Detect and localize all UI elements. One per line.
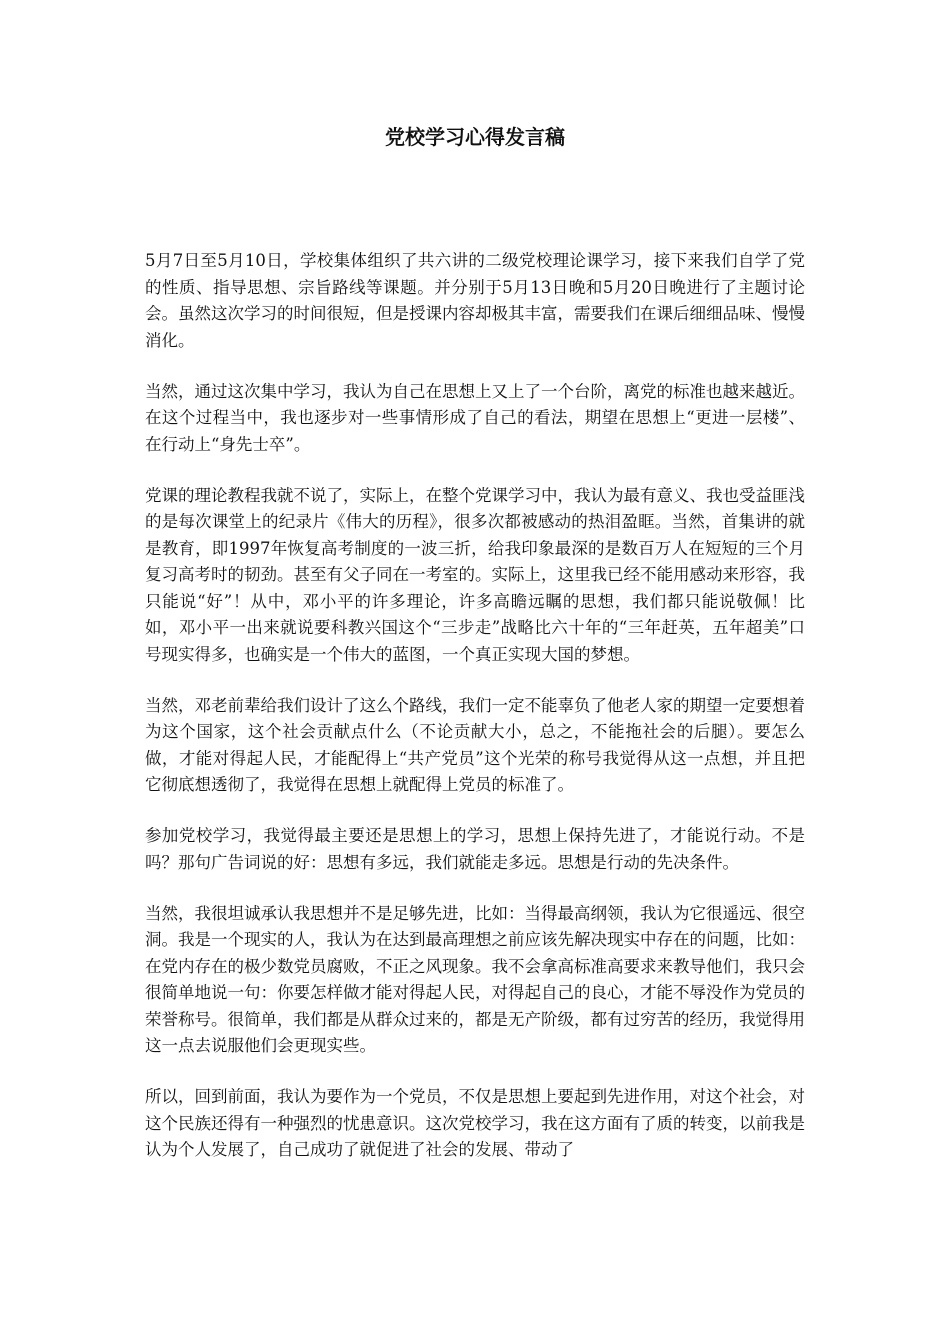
- paragraph-1: 5月7日至5月10日，学校集体组织了共六讲的二级党校理论课学习，接下来我们自学了党的性质、指导思想、宗旨路线等课题。并分别于5月13日晚和5月20日晚进行了主题讨论会。虽然这次学习的时间很短，但是授课内容却极其丰富，需要我们在课后细细品味、慢慢消化。: [145, 251, 805, 350]
- paragraph-7: 所以，回到前面，我认为要作为一个党员，不仅是思想上要起到先进作用，对这个社会，对这个民族还得有一种强烈的忧患意识。这次党校学习，我在这方面有了质的转变，以前我是认为个人发展了，自己成功了就促进了社会的发展、带动了: [145, 1087, 805, 1159]
- paragraph-3: 党课的理论教程我就不说了，实际上，在整个党课学习中，我认为最有意义、我也受益匪浅的是每次课堂上的纪录片《伟大的历程》，很多次都被感动的热泪盈眶。当然，首集讲的就是教育，即1997年恢复高考制度的一波三折，给我印象最深的是数百万人在短短的三个月复习高考时的韧劲。甚至有父子同在一考室的。实际上，这里我已经不能用感动来形容，我只能说“好”！从中，邓小平的许多理论，许多高瞻远瞩的思想，我们都只能说敬佩！比如，邓小平一出来就说要科教兴国这个“三步走”战略比六十年的“三年赶英，五年超美”口号现实得多，也确实是一个伟大的蓝图，一个真正实现大国的梦想。: [145, 485, 805, 664]
- document-title: 党校学习心得发言稿: [385, 125, 565, 149]
- document-body: [145, 248, 805, 1188]
- paragraph-2: 当然，通过这次集中学习，我认为自己在思想上又上了一个台阶，离党的标准也越来越近。在这个过程当中，我也逐步对一些事情形成了自己的看法，期望在思想上“更进一层楼”、在行动上“身先士卒”。: [145, 381, 805, 454]
- paragraph-5: 参加党校学习，我觉得最主要还是思想上的学习，思想上保持先进了，才能说行动。不是吗？那句广告词说的好：思想有多远，我们就能走多远。思想是行动的先决条件。: [145, 826, 805, 872]
- paragraph-6: 当然，我很坦诚承认我思想并不是足够先进，比如：当得最高纲领，我认为它很遥远、很空洞。我是一个现实的人，我认为在达到最高理想之前应该先解决现实中存在的问题，比如：在党内存在的极少数党员腐败，不正之风现象。我不会拿高标准高要求来教导他们，我只会很简单地说一句：你要怎样做才能对得起人民，对得起自己的良心，才能不辱没作为党员的荣誉称号。很简单，我们都是从群众过来的，都是无产阶级，都有过穷苦的经历，我觉得用这一点去说服他们会更现实些。: [145, 903, 805, 1055]
- paragraph-4: 当然，邓老前辈给我们设计了这么个路线，我们一定不能辜负了他老人家的期望一定要想着为这个国家，这个社会贡献点什么（不论贡献大小，总之，不能拖社会的后腿）。要怎么做，才能对得起人民，才能配得上“共产党员”这个光荣的称号我觉得从这一点想，并且把它彻底想透彻了，我觉得在思想上就配得上党员的标准了。: [145, 695, 805, 794]
